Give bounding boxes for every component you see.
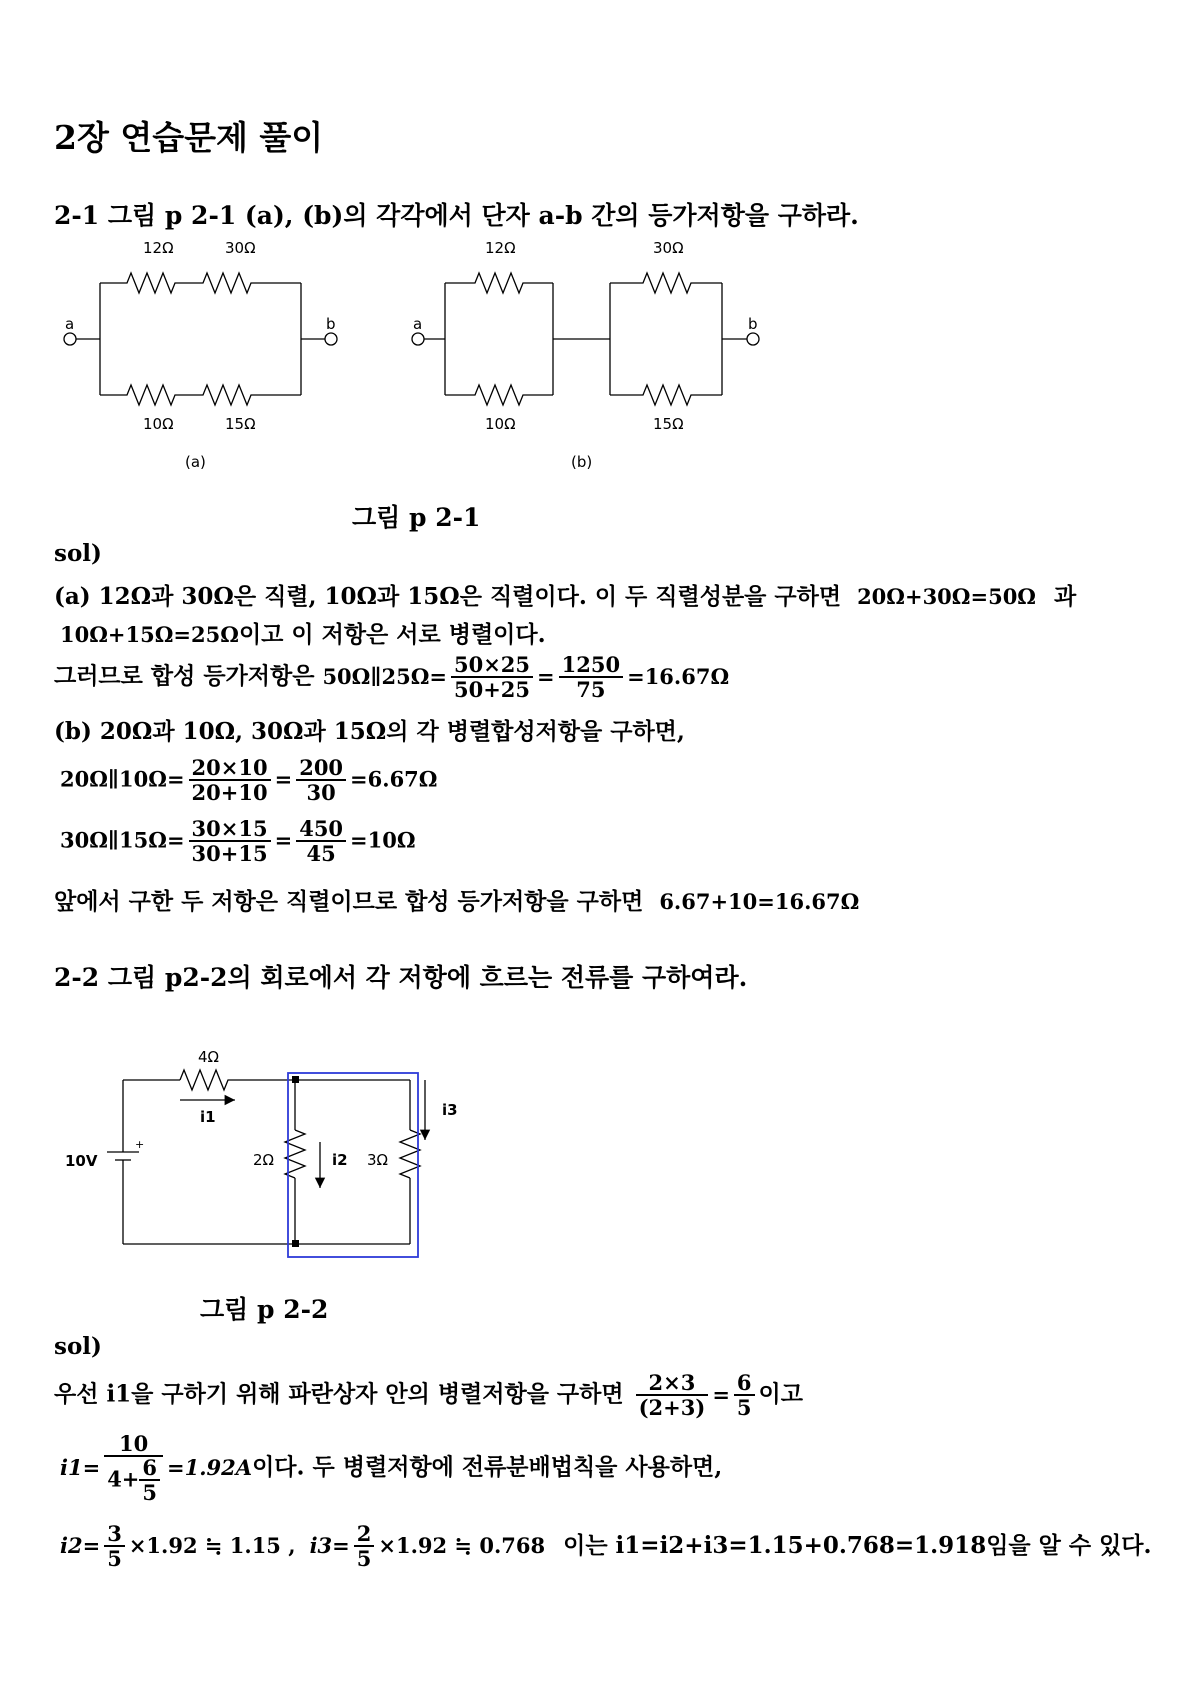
b-eq2-fraction-1 [189,818,271,866]
problem-2-1-question: 2-1 그림 p 2-1 (a), (b)의 각각에서 단자 a-b 간의 등가저항을 구하라. [54,201,859,230]
label-a-12ohm: 12Ω [143,239,174,257]
circuit-diagram-p2-1 [55,235,775,475]
b-eq1-result: =6.67Ω [350,766,438,792]
b-eq2-result: =10Ω [350,827,416,853]
b-eq1-f1-den: 20+10 [191,780,268,805]
resistor-b-left-bottom [445,385,553,405]
i1-result: =1.92A [167,1454,253,1480]
circuit-diagram-p2-2 [55,1030,475,1270]
label-b-12ohm: 12Ω [485,239,516,257]
i1-den-fraction [139,1457,160,1505]
eq3-lhs: 50Ω∥25Ω= [322,663,447,689]
i2-f-num: 3 [104,1523,125,1547]
sol22-text1: 우선 i1을 구하기 위해 파란상자 안의 병렬저항을 구하면 [54,1380,624,1408]
sol-a-line1 [54,578,1076,611]
label-b-term-b: b [748,315,758,333]
sol-a-tail1: 과 [1054,583,1077,610]
terminal-a-circle [64,333,76,345]
node-bottom-left [292,1240,299,1247]
i1-den-a: 4+ [107,1466,140,1492]
sol22-f1 [636,1372,709,1420]
b-eq1-f2-den: 30 [306,780,336,805]
sol22-text3: 이는 i1=i2+i3=1.15+0.768=1.918임을 알 수 있다. [563,1531,1152,1559]
sol-b-line-final [54,883,859,916]
sol22-f2-den: 5 [736,1395,752,1420]
eq3-f2-den: 75 [576,677,606,702]
sol-a-text1: (a) 12Ω과 30Ω은 직렬, 10Ω과 15Ω은 직렬이다. 이 두 직렬성분을 구하면 [54,583,842,610]
i1-fraction [104,1433,163,1505]
label-4ohm: 4Ω [198,1048,220,1066]
label-b-15ohm: 15Ω [653,415,684,433]
i1-den-num: 6 [139,1457,160,1481]
i3-f-den: 5 [356,1546,372,1571]
b-eq1-fraction-1 [189,757,271,805]
label-a-term-a: a [65,315,75,333]
sol22-line2 [60,1433,722,1505]
sol22-f2-num: 6 [734,1372,755,1396]
label-a-15ohm: 15Ω [225,415,256,433]
sol22-line3 [60,1523,1152,1571]
resistor-b-right-top [610,273,722,293]
sol-a-line2 [60,616,546,649]
label-plus: + [135,1138,145,1151]
figure-caption-p2-1: 그림 p 2-1 [352,503,481,532]
problem-2-2-question: 2-2 그림 p2-2의 회로에서 각 저항에 흐르는 전류를 구하여라. [54,963,748,992]
blue-box [288,1073,418,1257]
page-title: 2장 연습문제 풀이 [54,118,324,157]
sol-a-eq2: 10Ω+15Ω=25Ω [60,622,239,647]
resistor-4ohm [180,1070,295,1090]
sol22-i3-eq [309,1521,546,1571]
resistor-a-top [100,273,301,293]
sol-a-eq1: 20Ω+30Ω=50Ω [857,584,1037,609]
b-eq2-f2-den: 45 [306,841,336,866]
sol-b-eq3: 6.67+10=16.67Ω [659,889,860,914]
sol22-i2-eq [60,1521,296,1571]
i2-fraction [104,1523,125,1571]
i2-rest: ×1.92 ≒ 1.15 , [128,1532,296,1558]
label-b-caption: (b) [571,453,593,471]
label-a-10ohm: 10Ω [143,415,174,433]
figure-caption-p2-2: 그림 p 2-2 [200,1295,329,1324]
sol22-f1-den: (2+3) [638,1395,706,1420]
resistor-a-bottom [100,385,301,405]
b-eq1-lhs: 20Ω∥10Ω= [60,766,185,792]
terminal-a-circle-b [412,333,424,345]
b-eq1-fraction-2 [296,757,346,805]
sol-a-text3: 그러므로 합성 등가저항은 [54,662,315,690]
i1-f-num: 10 [104,1433,163,1457]
b-eq1-f2-num: 200 [296,757,346,781]
terminal-b-circle [325,333,337,345]
eq3-f2-num: 1250 [559,654,623,678]
i3-lhs: i3= [309,1532,350,1558]
eq3-fraction-1 [451,654,533,702]
eq3-f1-num: 50×25 [451,654,533,678]
label-a-term-b: b [326,315,336,333]
sol-label-1: sol) [54,540,102,567]
sol-b-eq1: 20Ω∥10Ω= $\frac{20\times 10}{20+10}$ = $\frac{200}{30}$ =6.67Ω [60,755,438,805]
eq3-fraction-2 [559,654,623,702]
i1-lhs: i1= [60,1454,101,1480]
terminal-b-circle-b [747,333,759,345]
label-b-30ohm: 30Ω [653,239,684,257]
sol-b-text2: 앞에서 구한 두 저항은 직렬이므로 합성 등가저항을 구하면 [54,888,644,915]
b-eq2-lhs: 30Ω∥15Ω= [60,827,185,853]
sol-a-text2: 이고 이 저항은 서로 병렬이다. [238,621,546,648]
label-i1: i1 [200,1108,216,1126]
sol22-f1-num: 2×3 [636,1372,709,1396]
sol22-i1-eq [60,1431,253,1505]
sol-a-line3 [54,654,729,702]
label-a-30ohm: 30Ω [225,239,256,257]
b-eq2-f1-num: 30×15 [189,818,271,842]
sol22-line1 [54,1372,803,1420]
label-2ohm: 2Ω [253,1151,275,1169]
i1-f-den [104,1457,163,1505]
i2-lhs: i2= [60,1532,101,1558]
label-b-10ohm: 10Ω [485,415,516,433]
sol22-text1-tail: 이고 [758,1380,803,1408]
eq3-result: =16.67Ω [627,663,730,689]
i2-f-den: 5 [107,1546,122,1571]
b-eq2-f2-num: 450 [296,818,346,842]
i1-den-den: 5 [142,1480,158,1505]
label-i3: i3 [442,1101,458,1119]
label-10v: 10V [65,1152,98,1170]
sol-a-eq3: 50Ω∥25Ω= $\frac{50\times 25}{50+25}$ = $\frac{1250}{75}$ =16.67Ω [322,652,730,702]
i3-rest: ×1.92 ≒ 0.768 [378,1532,546,1558]
sol22-text2: 이다. 두 병렬저항에 전류분배법칙을 사용하면, [252,1453,723,1481]
resistor-3ohm [400,1130,420,1178]
label-a-caption: (a) [185,453,206,471]
label-3ohm: 3Ω [367,1151,389,1169]
sol22-f2 [734,1372,755,1420]
i3-fraction [354,1523,375,1571]
b-eq2-fraction-2 [296,818,346,866]
label-i2: i2 [332,1151,348,1169]
sol-label-2: sol) [54,1333,102,1360]
node-top-left [292,1076,299,1083]
sol-b-text1: (b) 20Ω과 10Ω, 30Ω과 15Ω의 각 병렬합성저항을 구하면, [54,718,685,745]
resistor-b-left-top [445,273,553,293]
sol22-eq1: $\frac{2\times 3}{(2+3)}$ = $\frac{6}{5}$ [632,1382,759,1407]
label-b-term-a: a [413,315,423,333]
b-eq2-f1-den: 30+15 [191,841,268,866]
i3-f-num: 2 [354,1523,375,1547]
resistor-b-right-bottom [610,385,722,405]
b-eq1-f1-num: 20×10 [189,757,271,781]
sol-b-eq2: 30Ω∥15Ω= $\frac{30\times 15}{30+15}$ = $\frac{450}{45}$ =10Ω [60,816,416,866]
eq3-f1-den: 50+25 [453,677,531,702]
